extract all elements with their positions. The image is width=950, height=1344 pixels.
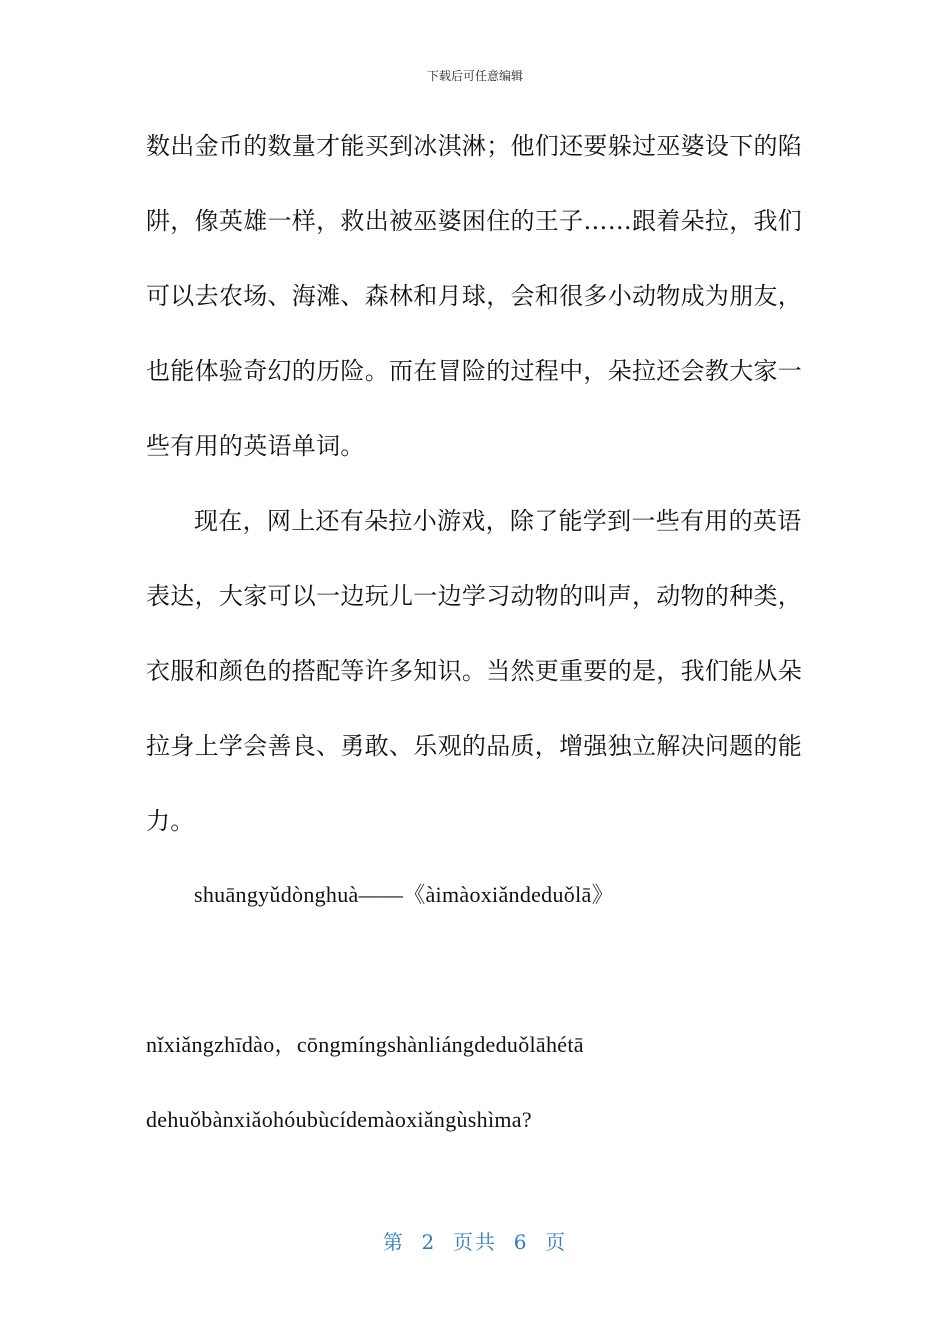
paragraph-line: 可以去农场、海滩、森林和月球，会和很多小动物成为朋友， [146,282,803,310]
paragraph-line: 表达，大家可以一边玩儿一边学习动物的叫声，动物的种类， [146,582,803,610]
page-header: 下载后可任意编辑 [426,69,523,83]
paragraph-line: 些有用的英语单词。 [146,432,365,460]
pinyin-line: nǐxiǎngzhīdào，cōngmíngshànliángdeduǒlāhétā [146,1032,584,1057]
paragraph-line: 阱，像英雄一样，救出被巫婆困住的王子……跟着朵拉，我们 [146,207,803,235]
paragraph-line: 也能体验奇幻的历险。而在冒险的过程中，朵拉还会教大家一 [146,357,803,385]
paragraph-line: 衣服和颜色的搭配等许多知识。当然更重要的是，我们能从朵 [146,657,803,685]
paragraph-line: 力。 [146,807,195,835]
page-footer: 第 2 页共 6 页 [382,1230,568,1254]
paragraph-line: 数出金币的数量才能买到冰淇淋；他们还要躲过巫婆设下的陷 [146,132,803,160]
paragraph-line: 拉身上学会善良、勇敢、乐观的品质，增强独立解决问题的能 [146,732,803,760]
paragraph-line: 现在，网上还有朵拉小游戏，除了能学到一些有用的英语 [194,507,802,535]
pinyin-title: shuāngyǔdònghuà——《àimàoxiǎndeduǒlā》 [194,882,614,907]
pinyin-line: dehuǒbànxiǎohóubùcídemàoxiǎngùshìma? [146,1107,532,1132]
